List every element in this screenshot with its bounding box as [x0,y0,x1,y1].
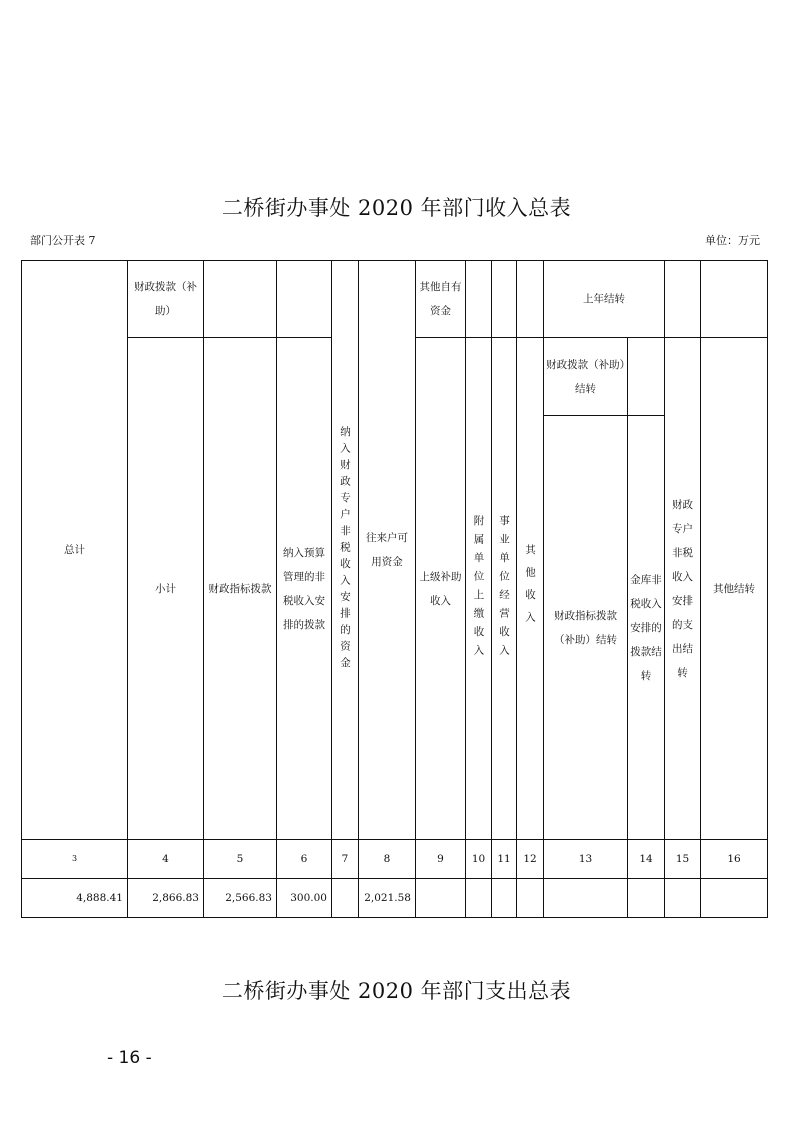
expense-table-title: 二桥街办事处 2020 年部门支出总表 [221,979,572,1003]
index-cell: 7 [332,840,359,879]
value-cell [466,879,492,918]
income-table-title: 二桥街办事处 2020 年部门收入总表 [221,196,572,220]
header-fiscal-indicator: 财政指标拨款 [204,338,277,840]
value-cell [332,879,359,918]
header-fiscal-carryover: 财政拨款（补助）结转 [544,338,628,416]
unit-label: 单位：万元 [705,234,760,247]
header-treasury-carryover: 金库非税收入安排的拨款结转 [628,416,665,840]
index-cell: 8 [359,840,416,879]
value-cell [701,879,768,918]
header-transfer-funds: 往来户可用资金 [359,261,416,840]
index-cell: 3 [22,840,128,879]
index-cell: 15 [665,840,701,879]
index-cell: 6 [277,840,332,879]
index-cell: 5 [204,840,277,879]
value-cell [628,879,665,918]
income-summary-table [21,260,768,918]
page-number: - 16 - [107,1048,152,1068]
header-fiscal-allocation: 财政拨款（补助） [128,261,204,338]
header-special-carryover: 财政专户非税收入安排的支出结转 [665,338,701,840]
header-superior-subsidy: 上级补助收入 [416,338,466,840]
header-budget-nontax: 纳入预算管理的非税收入安排的拨款 [277,338,332,840]
index-cell: 11 [492,840,517,879]
value-cell: 2,866.83 [128,879,204,918]
index-cell: 13 [544,840,628,879]
header-special-account: 纳入财政专户非税收入安排的资金 [332,261,359,840]
header-subtotal: 小计 [128,338,204,840]
index-cell: 12 [517,840,544,879]
index-cell: 16 [701,840,768,879]
header-other-carryover: 其他结转 [701,338,768,840]
value-cell [517,879,544,918]
header-total: 总计 [22,261,128,840]
value-cell: 2,021.58 [359,879,416,918]
header-other-own-funds: 其他自有资金 [416,261,466,338]
index-cell: 14 [628,840,665,879]
index-cell: 10 [466,840,492,879]
value-cell [492,879,517,918]
index-row [22,840,768,879]
header-prior-carryover: 上年结转 [544,261,665,338]
header-business-income: 事业单位经营收入 [492,338,517,840]
header-indicator-carryover: 财政指标拨款（补助）结转 [544,416,628,840]
value-cell: 4,888.41 [22,879,128,918]
value-cell: 2,566.83 [204,879,277,918]
index-cell: 4 [128,840,204,879]
header-other-income: 其他收入 [517,338,544,840]
form-label: 部门公开表 7 [30,234,96,247]
value-cell: 300.00 [277,879,332,918]
index-cell: 9 [416,840,466,879]
value-row [22,879,768,918]
value-cell [416,879,466,918]
value-cell [544,879,628,918]
value-cell [665,879,701,918]
header-affiliated-units: 附属单位上缴收入 [466,338,492,840]
